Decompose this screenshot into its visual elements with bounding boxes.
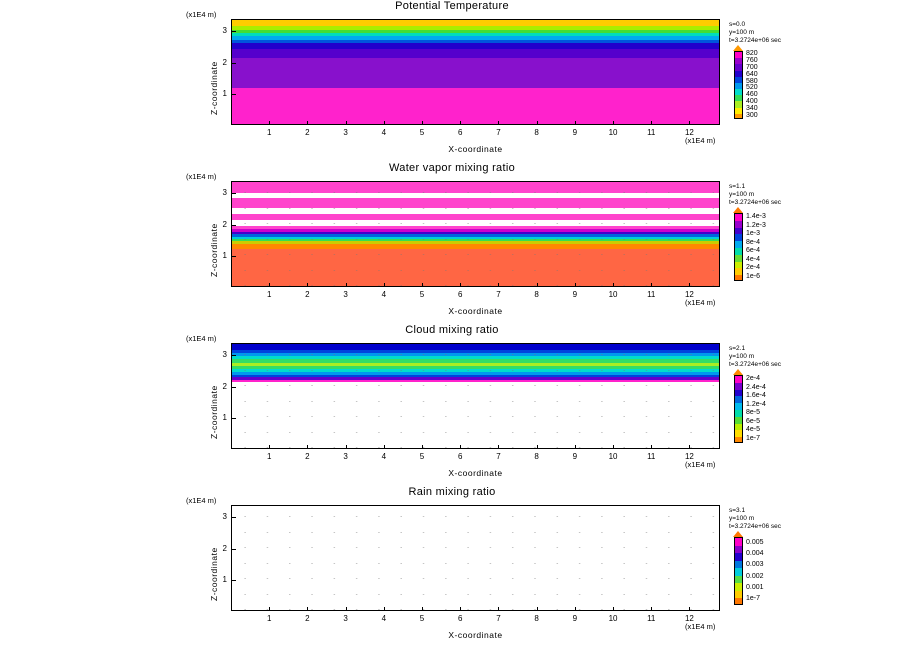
y-tick-label: 1: [222, 88, 227, 98]
colorbar-label: 6e-4: [746, 247, 761, 255]
colorbar-segment: [735, 437, 742, 443]
y-tick-label: 2: [222, 381, 227, 391]
x-tick-label: 8: [534, 452, 539, 461]
plot-area-wrapper: [231, 343, 720, 449]
x-tick-label: 1: [266, 290, 272, 299]
x-tick-mark: [575, 121, 576, 125]
chart-title: Potential Temperature: [395, 0, 509, 12]
y-tick-mark: [232, 63, 236, 64]
x-tick-mark: [498, 445, 499, 449]
x-tick-label: 1: [266, 452, 272, 461]
y-tick-label: 3: [222, 26, 227, 36]
colorbar-label: 1e-7: [746, 595, 761, 603]
plot-area: [231, 181, 720, 287]
legend-header-line: y=100 m: [729, 515, 755, 522]
colorbar-segment: [735, 598, 742, 605]
colorbar-label: 0.001: [746, 584, 764, 591]
colorbar-label: 1e-7: [746, 434, 761, 442]
x-axis-unit: (x1E4 m): [685, 622, 716, 631]
x-tick-label: 6: [457, 290, 463, 299]
legend-header-line: y=100 m: [729, 353, 755, 360]
chart-panel-3: [0, 324, 904, 486]
colorbar: [734, 213, 743, 281]
x-tick-mark: [689, 445, 690, 449]
x-tick-label: 8: [534, 290, 539, 299]
x-tick-mark: [346, 607, 347, 611]
colorbar-label: 0.003: [746, 561, 764, 569]
x-tick-mark: [307, 607, 308, 611]
x-tick-label: 5: [419, 452, 425, 461]
y-tick-mark: [232, 355, 236, 356]
colorbar-label: 340: [746, 104, 758, 112]
y-axis-unit: (x1E4 m): [186, 334, 217, 343]
legend-header-line: s=0.0: [729, 21, 746, 28]
x-axis-title: X-coordinate: [448, 306, 503, 316]
colorbar-label: 580: [746, 77, 758, 85]
x-tick-mark: [651, 607, 652, 611]
x-tick-mark: [384, 607, 385, 611]
x-tick-mark: [422, 283, 423, 287]
plot-area: [231, 343, 720, 449]
x-tick-mark: [269, 607, 270, 611]
y-tick-mark: [232, 418, 236, 419]
y-tick-mark: [232, 31, 236, 32]
x-tick-mark: [537, 283, 538, 287]
y-tick-label: 1: [222, 574, 227, 584]
x-tick-mark: [498, 121, 499, 125]
x-tick-label: 4: [381, 614, 387, 623]
chart-panel-1: [0, 0, 904, 162]
x-tick-mark: [651, 445, 652, 449]
y-tick-mark: [232, 517, 236, 518]
x-tick-label: 10: [608, 128, 618, 137]
y-tick-label: 2: [222, 57, 227, 67]
y-tick-mark: [232, 549, 236, 550]
x-tick-label: 9: [572, 128, 578, 137]
colorbar-label: 520: [746, 84, 758, 92]
y-tick-label: 3: [222, 350, 227, 360]
x-tick-label: 12: [684, 128, 694, 137]
x-tick-label: 7: [496, 614, 501, 623]
colorbar-label: 300: [746, 111, 758, 119]
x-tick-mark: [460, 607, 461, 611]
x-tick-label: 10: [608, 290, 618, 299]
x-tick-label: 9: [572, 290, 578, 299]
x-tick-label: 3: [343, 290, 348, 299]
x-tick-mark: [498, 607, 499, 611]
colorbar-label: 1.2e-4: [746, 400, 766, 408]
colorbar-arrow-icon: [733, 531, 743, 537]
x-tick-label: 2: [305, 290, 310, 299]
colorbar-label: 0.005: [746, 538, 764, 546]
x-tick-label: 5: [419, 128, 425, 137]
data-band: [232, 88, 719, 125]
x-tick-mark: [651, 121, 652, 125]
x-tick-mark: [346, 445, 347, 449]
x-tick-mark: [346, 283, 347, 287]
x-tick-label: 2: [305, 614, 310, 623]
x-tick-label: 12: [684, 452, 694, 461]
colorbar-label: 0.004: [746, 550, 764, 557]
x-tick-label: 2: [305, 128, 310, 137]
x-tick-mark: [422, 121, 423, 125]
chart-panel-2: [0, 162, 904, 324]
colorbar: [734, 375, 743, 443]
y-axis-unit: (x1E4 m): [186, 10, 217, 19]
legend-header-line: y=100 m: [729, 29, 755, 36]
x-tick-mark: [537, 445, 538, 449]
x-tick-label: 11: [647, 290, 656, 299]
legend-header-line: t=3.2724e+06 sec: [729, 37, 782, 44]
colorbar-arrow-icon: [733, 45, 743, 51]
x-tick-label: 5: [419, 290, 425, 299]
data-band: [232, 58, 719, 88]
colorbar-label: 2.4e-4: [746, 383, 766, 391]
x-tick-mark: [613, 607, 614, 611]
y-axis-title: Z-coordinate: [209, 547, 219, 601]
plot-area: [231, 505, 720, 611]
y-tick-label: 2: [222, 219, 227, 229]
y-axis-title: Z-coordinate: [209, 223, 219, 277]
x-axis-unit: (x1E4 m): [685, 298, 716, 307]
y-axis-unit: (x1E4 m): [186, 496, 217, 505]
x-axis-title: X-coordinate: [448, 630, 503, 640]
x-tick-label: 1: [266, 128, 272, 137]
y-tick-label: 3: [222, 512, 227, 522]
x-tick-label: 3: [343, 452, 348, 461]
x-tick-mark: [307, 121, 308, 125]
chart-title: Rain mixing ratio: [408, 486, 496, 498]
colorbar-label: 640: [746, 70, 758, 78]
colorbar-label: 1.2e-3: [746, 221, 766, 229]
x-tick-label: 4: [381, 128, 387, 137]
colorbar-label: 0.002: [746, 572, 764, 580]
colorbar-label: 820: [746, 50, 758, 58]
y-tick-mark: [232, 256, 236, 257]
x-tick-mark: [269, 445, 270, 449]
x-tick-label: 6: [457, 614, 463, 623]
legend-header-line: s=3.1: [729, 507, 746, 514]
x-tick-mark: [498, 283, 499, 287]
x-axis-title: X-coordinate: [448, 144, 503, 154]
x-axis-unit: (x1E4 m): [685, 460, 716, 469]
y-tick-label: 3: [222, 188, 227, 198]
x-tick-mark: [384, 121, 385, 125]
colorbar-label: 1e-3: [746, 230, 761, 238]
x-tick-mark: [307, 445, 308, 449]
x-tick-mark: [613, 121, 614, 125]
x-tick-label: 6: [457, 128, 463, 137]
colorbar-label: 6e-5: [746, 417, 761, 425]
x-tick-label: 7: [496, 452, 501, 461]
x-tick-label: 9: [572, 452, 578, 461]
y-axis-unit: (x1E4 m): [186, 172, 217, 181]
colorbar-label: 1.4e-3: [746, 213, 766, 221]
x-tick-mark: [346, 121, 347, 125]
x-tick-mark: [575, 445, 576, 449]
x-tick-label: 4: [381, 452, 387, 461]
x-tick-label: 3: [343, 128, 348, 137]
grid-dots: [232, 182, 719, 286]
chart-panel-4: [0, 486, 904, 648]
colorbar-label: 1e-6: [746, 272, 761, 280]
x-tick-label: 10: [608, 452, 618, 461]
x-tick-label: 8: [534, 128, 539, 137]
x-tick-label: 9: [572, 614, 578, 623]
x-tick-label: 12: [684, 614, 694, 623]
x-tick-mark: [575, 607, 576, 611]
colorbar-label: 2e-4: [746, 264, 761, 272]
x-tick-mark: [689, 283, 690, 287]
legend-header-line: t=3.2724e+06 sec: [729, 199, 782, 206]
colorbar: [734, 537, 743, 605]
x-tick-label: 11: [647, 128, 656, 137]
colorbar-label: 2e-4: [746, 375, 761, 383]
x-tick-mark: [689, 121, 690, 125]
colorbar-label: 460: [746, 91, 758, 99]
x-axis-title: X-coordinate: [448, 468, 503, 478]
colorbar-label: 8e-4: [746, 238, 761, 246]
colorbar-label: 400: [746, 98, 758, 105]
y-axis-title: Z-coordinate: [209, 385, 219, 439]
plot-area: [231, 19, 720, 125]
legend-header-line: y=100 m: [729, 191, 755, 198]
legend-header-line: s=2.1: [729, 345, 746, 352]
colorbar-label: 1.6e-4: [746, 392, 766, 400]
x-tick-mark: [422, 445, 423, 449]
colorbar-label: 8e-5: [746, 409, 761, 417]
y-tick-label: 2: [222, 543, 227, 553]
colorbar-label: 700: [746, 64, 758, 71]
x-tick-label: 12: [684, 290, 694, 299]
x-tick-mark: [613, 283, 614, 287]
x-tick-mark: [269, 283, 270, 287]
x-tick-label: 8: [534, 614, 539, 623]
x-tick-mark: [460, 445, 461, 449]
y-axis-title: Z-coordinate: [209, 61, 219, 115]
x-tick-label: 3: [343, 614, 348, 623]
x-tick-mark: [651, 283, 652, 287]
y-tick-mark: [232, 193, 236, 194]
y-tick-mark: [232, 225, 236, 226]
grid-dots: [232, 344, 719, 448]
colorbar-arrow-icon: [733, 369, 743, 375]
colorbar-segment: [735, 275, 742, 281]
x-tick-mark: [460, 121, 461, 125]
plot-area-wrapper: [231, 19, 720, 125]
x-tick-mark: [384, 445, 385, 449]
x-tick-mark: [269, 121, 270, 125]
y-tick-mark: [232, 94, 236, 95]
x-tick-mark: [537, 121, 538, 125]
x-tick-label: 7: [496, 128, 501, 137]
x-tick-mark: [460, 283, 461, 287]
colorbar-label: 760: [746, 57, 758, 65]
x-tick-label: 1: [266, 614, 272, 623]
x-tick-label: 6: [457, 452, 463, 461]
plot-area-wrapper: [231, 505, 720, 611]
x-tick-mark: [537, 607, 538, 611]
colorbar-segment: [735, 114, 742, 119]
colorbar: [734, 51, 743, 119]
x-tick-label: 11: [647, 614, 656, 623]
x-tick-label: 11: [647, 452, 656, 461]
x-tick-mark: [689, 607, 690, 611]
legend-header-line: t=3.2724e+06 sec: [729, 361, 782, 368]
colorbar-label: 4e-4: [746, 255, 761, 263]
grid-dots: [232, 506, 719, 610]
chart-title: Water vapor mixing ratio: [389, 162, 515, 174]
x-tick-mark: [384, 283, 385, 287]
x-tick-label: 7: [496, 290, 501, 299]
y-tick-mark: [232, 580, 236, 581]
x-tick-label: 10: [608, 614, 618, 623]
y-tick-label: 1: [222, 412, 227, 422]
x-tick-mark: [422, 607, 423, 611]
y-tick-mark: [232, 387, 236, 388]
plot-area-wrapper: [231, 181, 720, 287]
x-tick-mark: [307, 283, 308, 287]
colorbar-label: 4e-5: [746, 426, 761, 434]
y-tick-label: 1: [222, 250, 227, 260]
legend-header-line: t=3.2724e+06 sec: [729, 523, 782, 530]
chart-title: Cloud mixing ratio: [405, 324, 499, 336]
x-tick-mark: [613, 445, 614, 449]
x-tick-label: 2: [305, 452, 310, 461]
x-tick-mark: [575, 283, 576, 287]
colorbar-arrow-icon: [733, 207, 743, 213]
x-tick-label: 5: [419, 614, 425, 623]
x-axis-unit: (x1E4 m): [685, 136, 716, 145]
legend-header-line: s=1.1: [729, 183, 746, 190]
x-tick-label: 4: [381, 290, 387, 299]
